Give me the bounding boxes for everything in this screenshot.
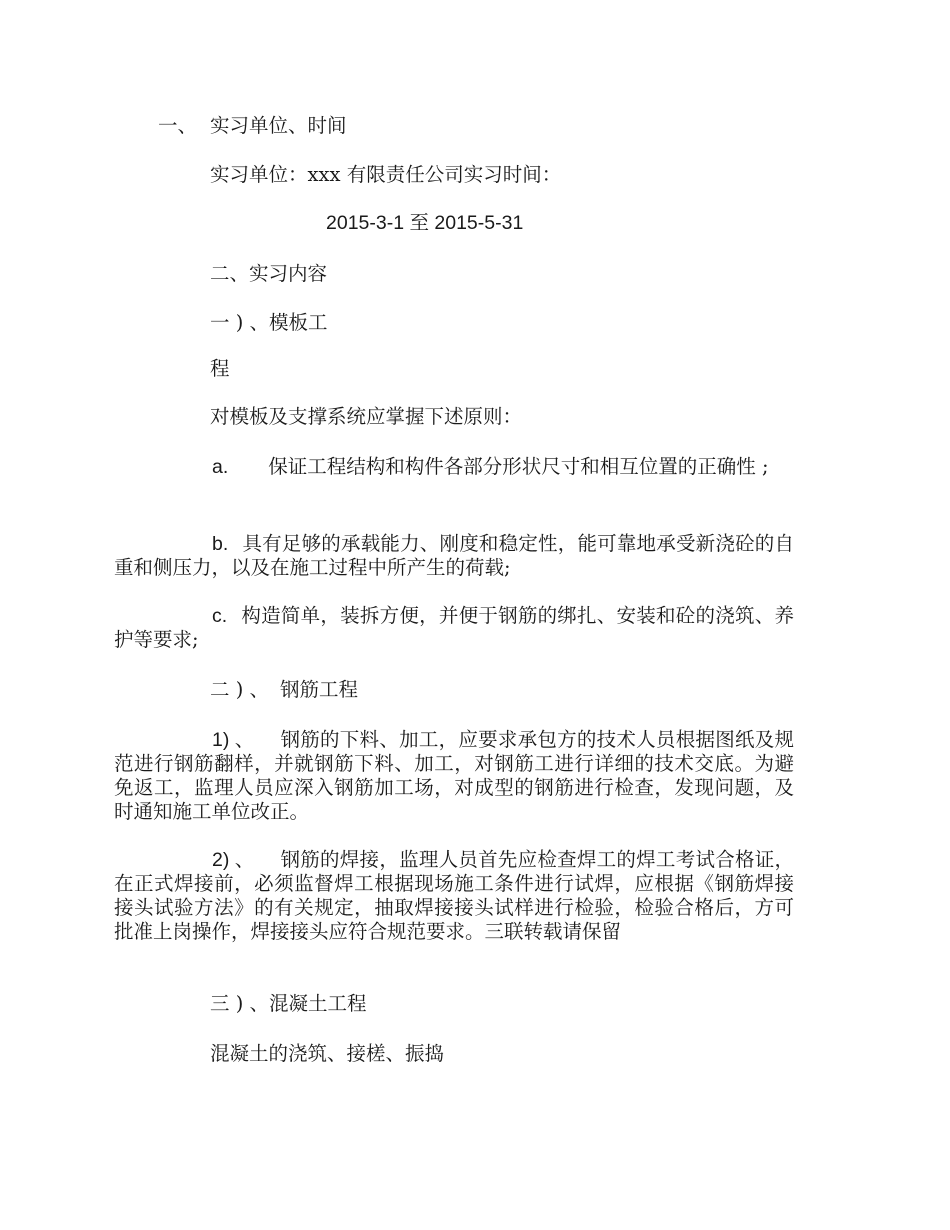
rebar-paragraph-1-label: 1) 、 bbox=[212, 729, 255, 751]
principle-a-label: a. bbox=[212, 456, 229, 478]
internship-date-range: 2015-3-1 至 2015-5-31 bbox=[326, 212, 524, 234]
rebar-paragraph-2 bbox=[114, 848, 794, 944]
subsection-2-number: 二 ) 、 bbox=[210, 678, 270, 701]
principle-c bbox=[114, 604, 794, 652]
subsection-1-title: 一 ) 、模板工 bbox=[210, 311, 328, 334]
internship-unit-line: 实习单位：xxx 有限责任公司实习时间： bbox=[210, 163, 562, 186]
principle-a-text: 保证工程结构和构件各部分形状尺寸和相互位置的正确性 ; bbox=[268, 455, 769, 478]
principle-b-text: 具有足够的承载能力、刚度和稳定性，能可靠地承受新浇砼的自重和侧压力，以及在施工过程中所产生的荷载; bbox=[114, 532, 794, 579]
principle-b bbox=[114, 532, 794, 580]
principles-intro: 对模板及支撑系统应掌握下述原则： bbox=[210, 405, 523, 428]
subsection-3-title: 三 ) 、混凝土工程 bbox=[210, 992, 367, 1015]
rebar-paragraph-1-text: 钢筋的下料、加工，应要求承包方的技术人员根据图纸及规范进行钢筋翻样，并就钢筋下料、加工，对钢筋工进行详细的技术交底。为避免返工，监理人员应深入钢筋加工场，对成型的钢筋进行检查，发现问题，及时通知施工单位改正。 bbox=[114, 728, 794, 823]
section-2-title: 二、实习内容 bbox=[210, 262, 328, 285]
rebar-paragraph-2-label: 2) 、 bbox=[212, 849, 255, 871]
subsection-1-title-cont: 程 bbox=[210, 357, 230, 380]
rebar-paragraph-1 bbox=[114, 728, 794, 824]
principle-a bbox=[114, 455, 794, 479]
section-1-number: 一、 bbox=[158, 114, 198, 137]
subsection-2-title: 钢筋工程 bbox=[280, 678, 359, 701]
principle-b-label: b. bbox=[212, 533, 229, 555]
principle-c-label: c. bbox=[212, 605, 228, 627]
rebar-paragraph-2-text: 钢筋的焊接，监理人员首先应检查焊工的焊工考试合格证，在正式焊接前，必须监督焊工根据现场施工条件进行试焊，应根据《钢筋焊接接头试验方法》的有关规定，抽取焊接接头试样进行检验，检验合格后，方可批准上岗操作，焊接接头应符合规范要求。三联转载请保留 bbox=[114, 848, 794, 943]
concrete-intro-line: 混凝土的浇筑、接槎、振捣 bbox=[210, 1042, 445, 1065]
principle-c-text: 构造简单，装拆方便，并便于钢筋的绑扎、安装和砼的浇筑、养护等要求; bbox=[114, 604, 794, 651]
section-1-title: 实习单位、时间 bbox=[210, 114, 347, 137]
